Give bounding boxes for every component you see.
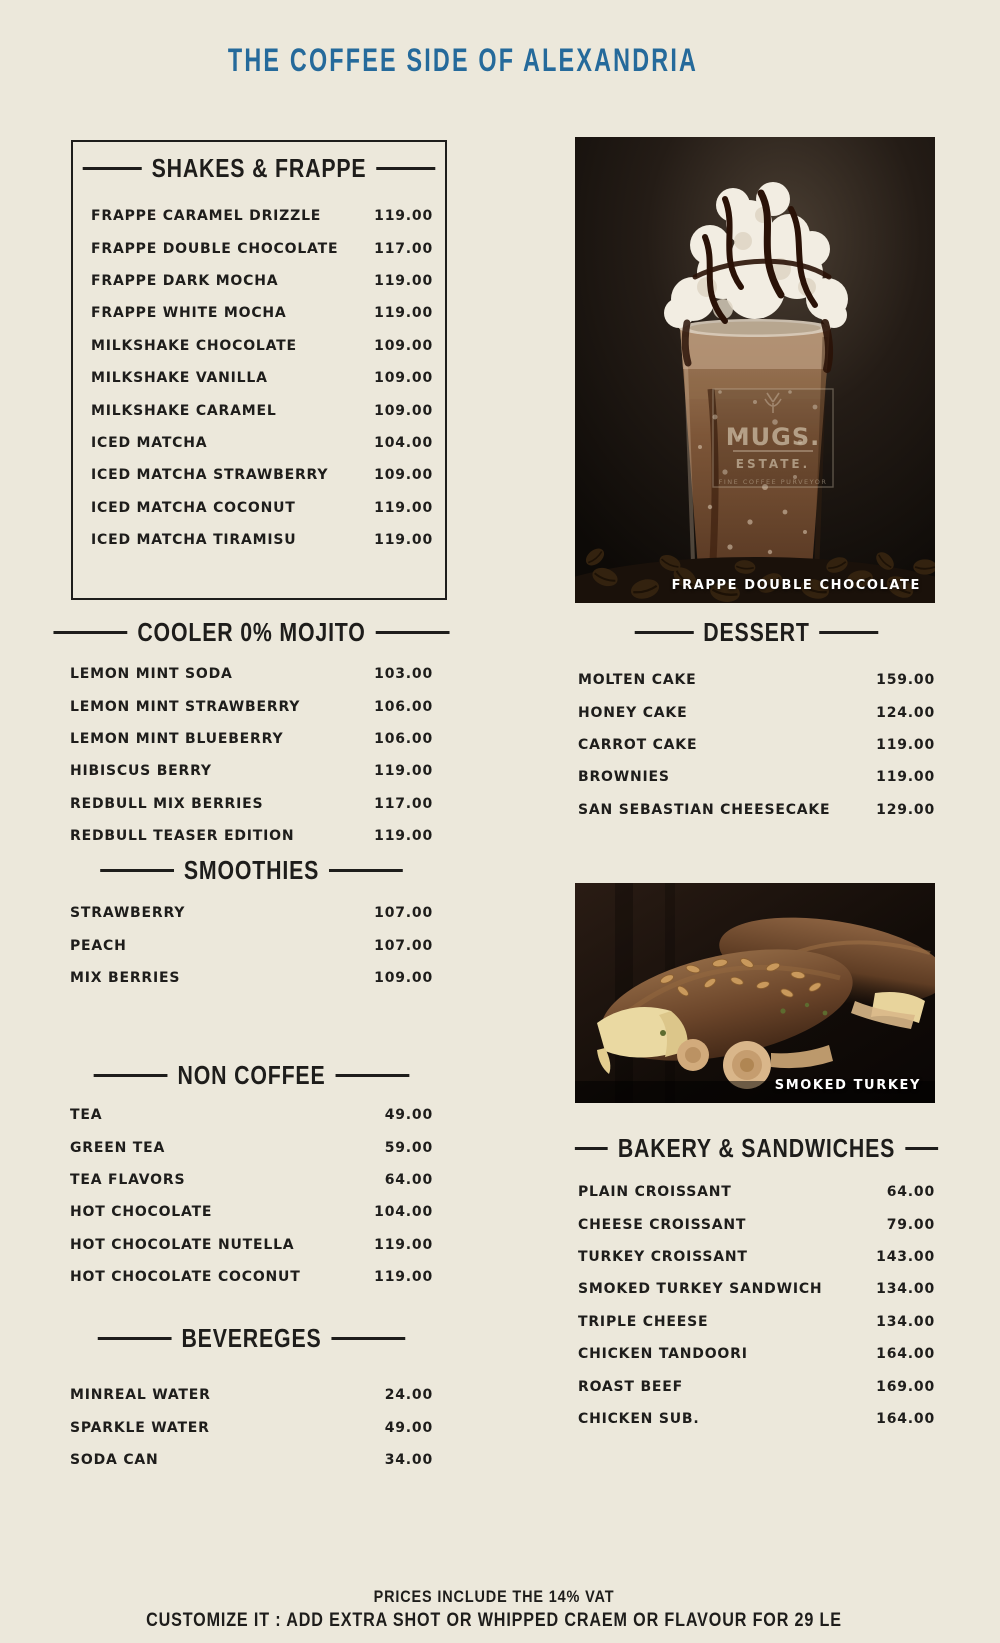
- section-bevereges: [70, 1324, 433, 1476]
- menu-item-price: 119.00: [876, 769, 935, 786]
- menu-item-name: CHICKEN TANDOORI: [578, 1346, 748, 1363]
- menu-item-name: REDBULL MIX BERRIES: [70, 795, 264, 812]
- section-heading: [103, 1061, 401, 1089]
- menu-item-row: [91, 297, 433, 329]
- menu-item-price: 124.00: [876, 704, 935, 721]
- heading-dash: [329, 869, 403, 872]
- menu-item-name: SPARKLE WATER: [70, 1419, 210, 1436]
- menu-items: [70, 897, 433, 994]
- menu-items: [578, 664, 935, 826]
- menu-item-name: MILKSHAKE CARAMEL: [91, 402, 277, 419]
- menu-item-price: 109.00: [374, 337, 433, 354]
- heading-dash: [905, 1147, 938, 1150]
- vat-note: PRICES INCLUDE THE 14% VAT: [373, 1587, 615, 1606]
- menu-item-price: 64.00: [384, 1171, 433, 1188]
- section-heading: [103, 856, 401, 884]
- photo-logo-subtext: ESTATE.: [735, 457, 811, 471]
- menu-item-name: ICED MATCHA COCONUT: [91, 499, 296, 516]
- menu-item-price: 79.00: [886, 1216, 935, 1233]
- heading-dash: [376, 167, 435, 170]
- menu-item-row: [91, 330, 433, 362]
- menu-item-row: [91, 459, 433, 491]
- menu-item-name: STRAWBERRY: [70, 905, 186, 922]
- section-title: SMOOTHIES: [183, 855, 320, 885]
- section-heading: [103, 618, 401, 646]
- menu-item-row: [578, 696, 935, 728]
- sandwich-photo-caption: SMOKED TURKEY: [774, 1078, 921, 1093]
- customize-note: CUSTOMIZE IT : ADD EXTRA SHOT OR WHIPPED CRAEM OR FLAVOUR FOR 29 LE: [146, 1610, 842, 1631]
- heading-dash: [94, 1074, 168, 1077]
- menu-item-row: [70, 820, 433, 852]
- menu-item-row: [70, 1196, 433, 1228]
- section-heading: [106, 154, 411, 182]
- menu-item-price: 159.00: [876, 672, 935, 689]
- menu-item-price: 119.00: [374, 499, 433, 516]
- menu-item-price: 109.00: [374, 969, 433, 986]
- smoked-turkey-photo: [575, 883, 935, 1103]
- frappe-photo-caption: FRAPPE DOUBLE CHOCOLATE: [671, 578, 921, 593]
- section-non-coffee: [70, 1061, 433, 1293]
- section-heading: [610, 1134, 903, 1162]
- section-smoothies: [70, 856, 433, 994]
- menu-item-row: [70, 755, 433, 787]
- menu-item-row: [578, 1241, 935, 1273]
- photo-logo-tagline: FINE COFFEE PURVEYOR: [718, 478, 828, 486]
- heading-dash: [820, 631, 879, 634]
- menu-item-price: 109.00: [374, 467, 433, 484]
- menu-item-name: TURKEY CROISSANT: [578, 1248, 748, 1265]
- menu-item-price: 119.00: [374, 1269, 433, 1286]
- heading-dash: [83, 167, 142, 170]
- menu-item-name: FRAPPE WHITE MOCHA: [91, 305, 287, 322]
- menu-item-name: ICED MATCHA: [91, 434, 208, 451]
- menu-item-name: LEMON MINT SODA: [70, 666, 233, 683]
- menu-item-row: [70, 1164, 433, 1196]
- menu-item-row: [70, 658, 433, 690]
- menu-items: [578, 1176, 935, 1435]
- menu-item-row: [70, 788, 433, 820]
- menu-item-price: 106.00: [374, 698, 433, 715]
- menu-item-price: 119.00: [374, 1236, 433, 1253]
- menu-item-price: 129.00: [876, 801, 935, 818]
- menu-item-row: [70, 690, 433, 722]
- menu-item-price: 107.00: [374, 905, 433, 922]
- footer-notes: [0, 1586, 988, 1634]
- menu-item-price: 104.00: [374, 434, 433, 451]
- section-title: SHAKES & FRAPPE: [151, 153, 367, 183]
- frappe-photo-illustration: [575, 137, 935, 603]
- menu-item-price: 169.00: [876, 1378, 935, 1395]
- menu-items: [70, 1379, 433, 1476]
- menu-item-row: [70, 1099, 433, 1131]
- page-title: THE COFFEE SIDE OF ALEXANDRIA: [227, 42, 699, 78]
- menu-item-price: 117.00: [374, 240, 433, 257]
- menu-item-row: [91, 524, 433, 556]
- menu-item-row: [578, 729, 935, 761]
- menu-item-price: 119.00: [374, 208, 433, 225]
- section-title: BAKERY & SANDWICHES: [617, 1133, 896, 1163]
- menu-item-price: 64.00: [886, 1184, 935, 1201]
- menu-item-row: [70, 1131, 433, 1163]
- menu-items: [70, 658, 433, 852]
- menu-item-name: HOT CHOCOLATE NUTELLA: [70, 1236, 295, 1253]
- menu-item-row: [70, 723, 433, 755]
- menu-item-name: TEA: [70, 1107, 103, 1124]
- menu-item-price: 119.00: [374, 305, 433, 322]
- menu-item-price: 134.00: [876, 1313, 935, 1330]
- menu-item-price: 119.00: [374, 763, 433, 780]
- menu-item-name: MIX BERRIES: [70, 969, 181, 986]
- menu-item-row: [91, 200, 433, 232]
- menu-item-name: ROAST BEEF: [578, 1378, 684, 1395]
- menu-item-row: [578, 1338, 935, 1370]
- menu-item-name: TRIPLE CHEESE: [578, 1313, 709, 1330]
- menu-item-name: PLAIN CROISSANT: [578, 1184, 732, 1201]
- menu-item-price: 109.00: [374, 402, 433, 419]
- menu-item-row: [70, 1261, 433, 1293]
- menu-item-row: [578, 761, 935, 793]
- section-dessert: [578, 618, 935, 826]
- menu-item-row: [578, 664, 935, 696]
- menu-item-row: [578, 1370, 935, 1402]
- menu-item-price: 119.00: [876, 736, 935, 753]
- heading-dash: [335, 1074, 409, 1077]
- menu-item-name: FRAPPE CARAMEL DRIZZLE: [91, 208, 322, 225]
- menu-item-row: [70, 1411, 433, 1443]
- sandwich-photo-illustration: [575, 883, 935, 1103]
- menu-item-name: MILKSHAKE CHOCOLATE: [91, 337, 297, 354]
- photo-logo-text: MUGS.: [725, 423, 821, 451]
- menu-item-row: [91, 362, 433, 394]
- heading-dash: [331, 1337, 405, 1340]
- menu-item-name: PEACH: [70, 937, 127, 954]
- menu-item-row: [70, 1379, 433, 1411]
- section-title: DESSERT: [703, 617, 810, 647]
- menu-item-name: CHICKEN SUB.: [578, 1410, 700, 1427]
- menu-item-price: 49.00: [384, 1107, 433, 1124]
- menu-item-name: ICED MATCHA TIRAMISU: [91, 532, 297, 549]
- heading-dash: [575, 1147, 608, 1150]
- heading-dash: [100, 869, 174, 872]
- menu-item-row: [578, 1176, 935, 1208]
- menu-item-name: MOLTEN CAKE: [578, 672, 697, 689]
- menu-item-row: [578, 1403, 935, 1435]
- section-heading: [103, 1324, 401, 1352]
- menu-item-name: LEMON MINT BLUEBERRY: [70, 730, 284, 747]
- menu-item-name: GREEN TEA: [70, 1139, 166, 1156]
- menu-item-price: 109.00: [374, 370, 433, 387]
- section-cooler-mojito: [70, 618, 433, 852]
- menu-item-row: [91, 232, 433, 264]
- menu-item-name: REDBULL TEASER EDITION: [70, 828, 295, 845]
- section-title: BEVEREGES: [181, 1323, 322, 1353]
- menu-item-name: SAN SEBASTIAN CHEESECAKE: [578, 801, 831, 818]
- section-heading: [610, 618, 903, 646]
- menu-items: [70, 1099, 433, 1293]
- menu-item-name: BROWNIES: [578, 769, 670, 786]
- menu-item-name: MINREAL WATER: [70, 1387, 211, 1404]
- menu-item-name: TEA FLAVORS: [70, 1171, 186, 1188]
- menu-item-name: LEMON MINT STRAWBERRY: [70, 698, 301, 715]
- menu-item-row: [578, 794, 935, 826]
- heading-dash: [54, 631, 128, 634]
- heading-dash: [98, 1337, 172, 1340]
- menu-item-price: 104.00: [374, 1204, 433, 1221]
- menu-item-price: 49.00: [384, 1419, 433, 1436]
- section-shakes-frappe: [71, 140, 447, 600]
- menu-item-price: 164.00: [876, 1410, 935, 1427]
- menu-item-name: HOT CHOCOLATE: [70, 1204, 213, 1221]
- menu-item-price: 164.00: [876, 1346, 935, 1363]
- menu-item-price: 134.00: [876, 1281, 935, 1298]
- menu-item-row: [70, 897, 433, 929]
- menu-item-price: 117.00: [374, 795, 433, 812]
- section-title: NON COFFEE: [177, 1060, 326, 1090]
- menu-item-name: SODA CAN: [70, 1451, 159, 1468]
- menu-item-price: 103.00: [374, 666, 433, 683]
- menu-item-name: HOT CHOCOLATE COCONUT: [70, 1269, 301, 1286]
- menu-item-row: [70, 1229, 433, 1261]
- menu-item-row: [91, 427, 433, 459]
- menu-item-price: 119.00: [374, 272, 433, 289]
- menu-items: [91, 200, 433, 556]
- menu-item-name: CARROT CAKE: [578, 736, 698, 753]
- menu-item-row: [91, 492, 433, 524]
- menu-item-price: 119.00: [374, 532, 433, 549]
- section-title: COOLER 0% MOJITO: [137, 617, 366, 647]
- menu-item-row: [578, 1273, 935, 1305]
- menu-item-name: HONEY CAKE: [578, 704, 688, 721]
- menu-item-name: SMOKED TURKEY SANDWICH: [578, 1281, 823, 1298]
- menu-item-price: 59.00: [384, 1139, 433, 1156]
- menu-item-row: [91, 265, 433, 297]
- menu-item-row: [70, 929, 433, 961]
- menu-item-row: [91, 394, 433, 426]
- menu-item-name: CHEESE CROISSANT: [578, 1216, 747, 1233]
- menu-item-name: MILKSHAKE VANILLA: [91, 370, 268, 387]
- section-bakery-sandwiches: [578, 1134, 935, 1435]
- menu-item-price: 106.00: [374, 730, 433, 747]
- heading-dash: [376, 631, 450, 634]
- menu-item-name: ICED MATCHA STRAWBERRY: [91, 467, 329, 484]
- menu-item-price: 143.00: [876, 1248, 935, 1265]
- menu-item-row: [70, 962, 433, 994]
- menu-item-name: FRAPPE DOUBLE CHOCOLATE: [91, 240, 339, 257]
- menu-item-row: [578, 1208, 935, 1240]
- menu-item-price: 107.00: [374, 937, 433, 954]
- menu-item-price: 119.00: [374, 828, 433, 845]
- menu-item-name: FRAPPE DARK MOCHA: [91, 272, 279, 289]
- menu-item-price: 24.00: [384, 1387, 433, 1404]
- menu-item-row: [70, 1444, 433, 1476]
- menu-item-row: [578, 1306, 935, 1338]
- heading-dash: [634, 631, 693, 634]
- frappe-photo: [575, 137, 935, 603]
- menu-item-price: 34.00: [384, 1451, 433, 1468]
- menu-item-name: HIBISCUS BERRY: [70, 763, 212, 780]
